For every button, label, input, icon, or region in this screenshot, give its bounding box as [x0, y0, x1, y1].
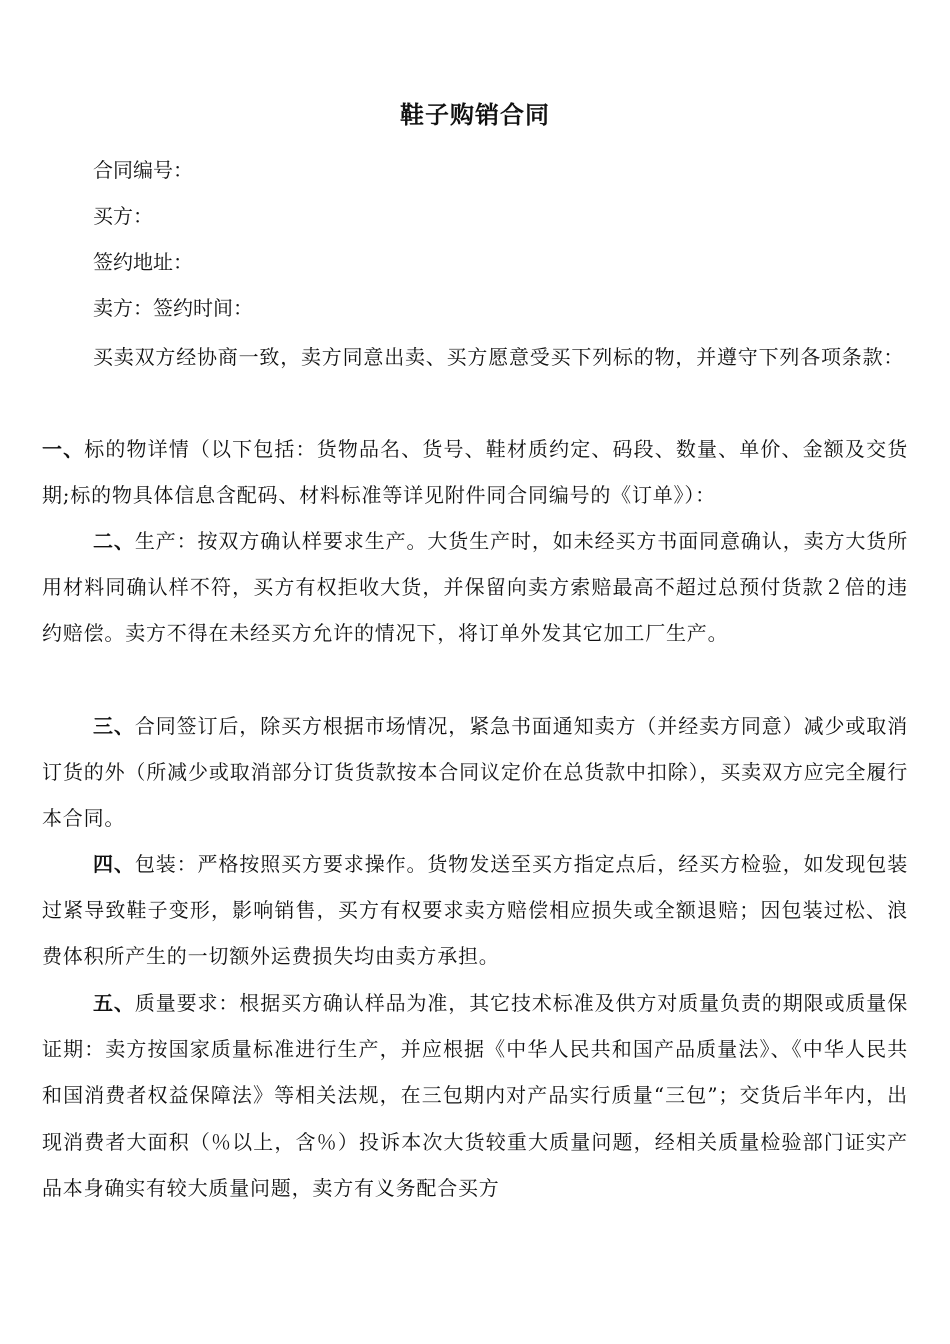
clause-5-body: 质量要求：根据买方确认样品为准，其它技术标准及供方对质量负责的期限或质量保证期：卖方按国家质量标准进行生产，并应根据《中华人民共和国产品质量法》、《中华人民共和国消费者权益保障法》等相关法规，在三包期内对产品实行质量“三包”；交货后半年内，出现消费者大面积（％以上，含％）投诉本次大货较重大质量问题，经相关质量检验部门证实产品本身确实有较大质量问题，卖方有义务配合买方 — [42, 991, 908, 1200]
seller-sign-time-field: 卖方：签约时间： — [93, 296, 253, 320]
clause-3-body: 合同签订后，除买方根据市场情况，紧急书面通知卖方（并经卖方同意）减少或取消订货的外（所减少或取消部分订货货款按本合同议定价在总货款中扣除），买卖双方应完全履行本合同。 — [42, 714, 908, 831]
clause-2-body: 生产：按双方确认样要求生产。大货生产时，如未经买方书面同意确认，卖方大货所用材料同确认样不符，买方有权拒收大货，并保留向卖方索赔最高不超过总预付货款２倍的违约赔偿。卖方不得在未经买方允许的情况下，将订单外发其它加工厂生产。 — [42, 529, 908, 646]
clause-5 — [42, 980, 908, 1211]
clause-3-heading: 三、 — [93, 714, 135, 738]
document-title: 鞋子购销合同 — [400, 101, 550, 129]
clause-1-heading: 一、 — [42, 437, 85, 461]
intro-paragraph: 买卖双方经协商一致，卖方同意出卖、买方愿意受买下列标的物，并遵守下列各项条款： — [93, 345, 905, 369]
clause-4 — [42, 841, 908, 980]
clause-5-heading: 五、 — [93, 991, 135, 1015]
contract-number-field: 合同编号： — [93, 158, 193, 182]
clause-4-heading: 四、 — [93, 852, 135, 876]
clause-1-body: 标的物详情（以下包括：货物品名、货号、鞋材质约定、码段、数量、单价、金额及交货期;标的物具体信息含配码、材料标准等详见附件同合同编号的《订单》）： — [42, 437, 908, 508]
clause-3 — [42, 703, 908, 842]
clause-2 — [42, 518, 908, 657]
sign-place-field: 签约地址： — [93, 250, 193, 274]
buyer-field: 买方： — [93, 204, 153, 228]
clause-1 — [42, 426, 908, 518]
clause-4-body: 包装：严格按照买方要求操作。货物发送至买方指定点后，经买方检验，如发现包装过紧导致鞋子变形，影响销售，买方有权要求卖方赔偿相应损失或全额退赔；因包装过松、浪费体积所产生的一切额外运费损失均由卖方承担。 — [42, 852, 908, 969]
clause-2-heading: 二、 — [93, 529, 135, 553]
